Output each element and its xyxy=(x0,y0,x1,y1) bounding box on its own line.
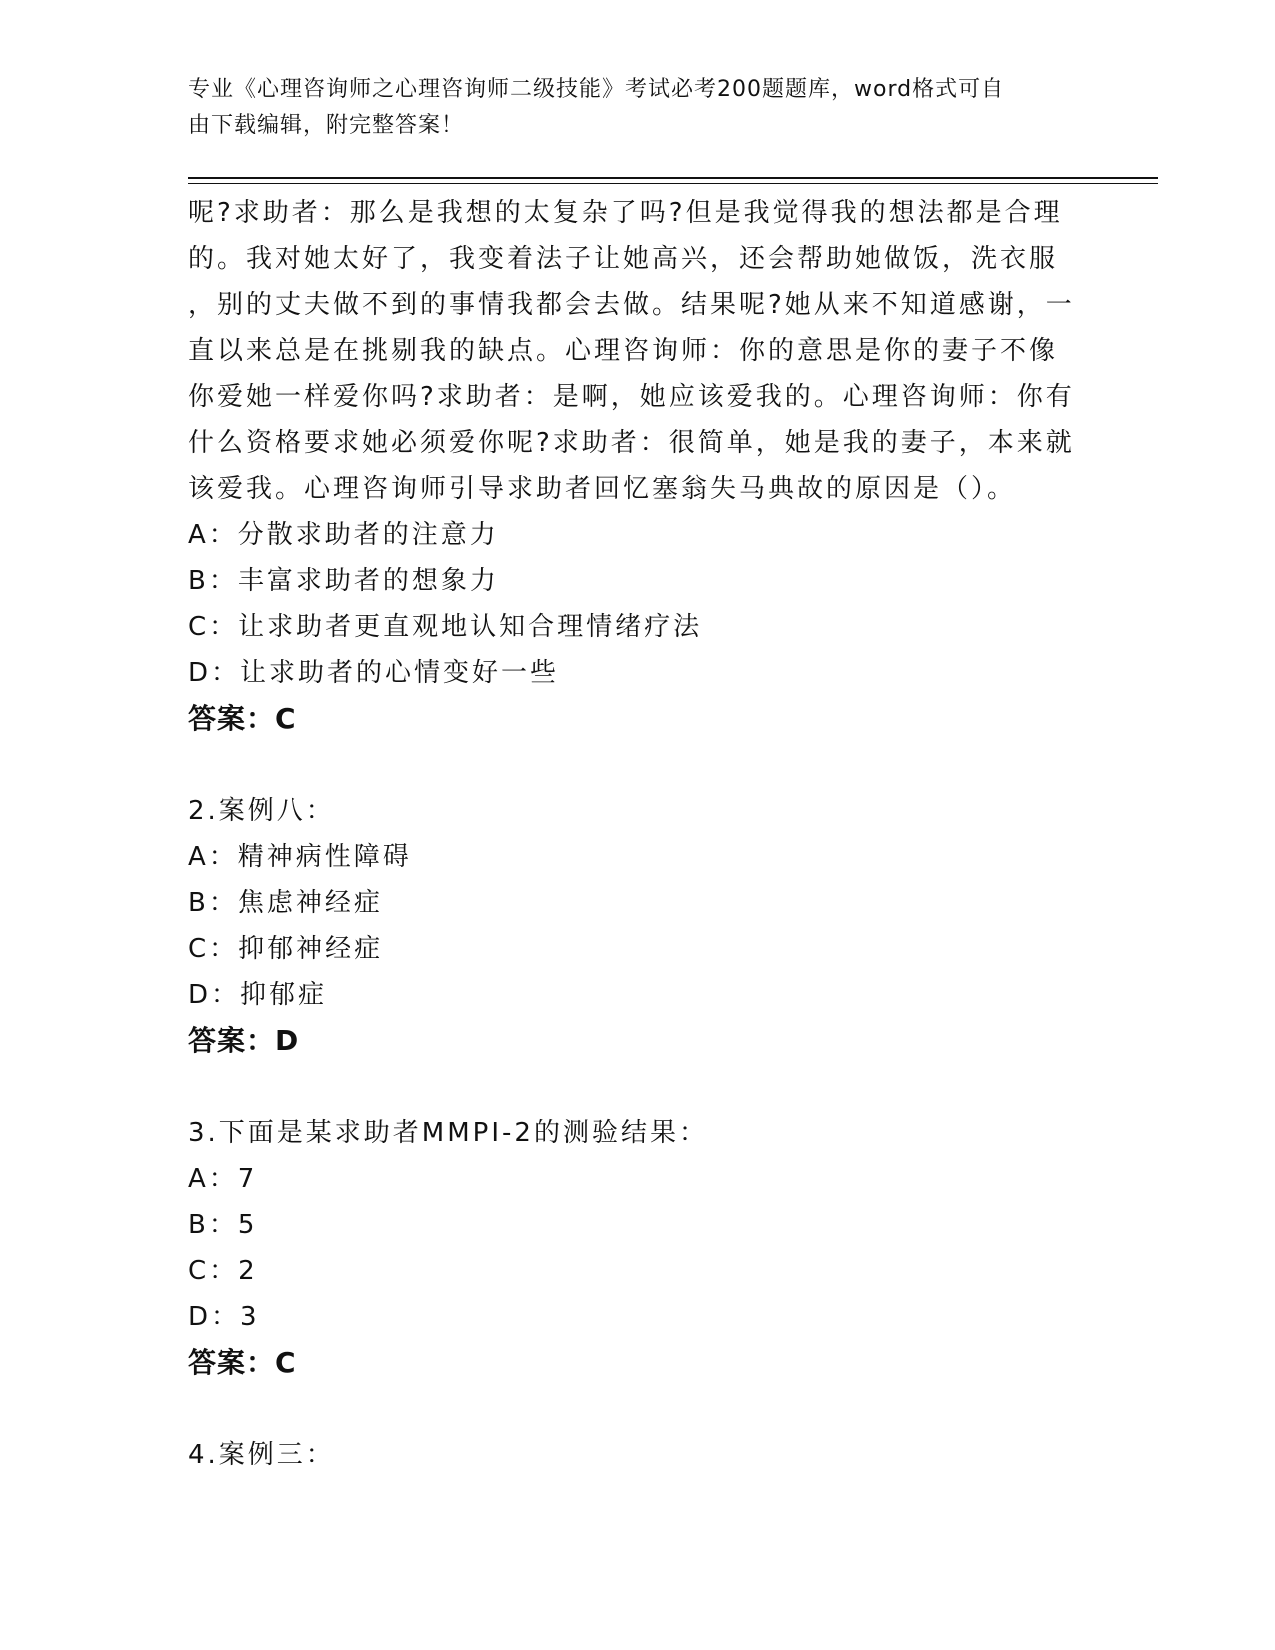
option-c: C：2 xyxy=(188,1256,258,1286)
question-title: 3.下面是某求助者MMPI-2的测验结果： xyxy=(188,1118,708,1148)
spacer xyxy=(188,1386,1088,1432)
question-2 xyxy=(188,788,1088,1064)
question-title: 2.案例八： xyxy=(188,796,335,826)
option-a: A：分散求助者的注意力 xyxy=(188,520,499,550)
header-line-1: 专业《心理咨询师之心理咨询师二级技能》考试必考200题题库，word格式可自 xyxy=(188,77,1005,102)
question-4 xyxy=(188,1432,1088,1478)
question-3 xyxy=(188,1110,1088,1386)
option-a: A：精神病性障碍 xyxy=(188,842,412,872)
question-text-line: 该爱我。心理咨询师引导求助者回忆塞翁失马典故的原因是（）。 xyxy=(188,474,1017,504)
option-a: A：7 xyxy=(188,1164,258,1194)
option-d: D：让求助者的心情变好一些 xyxy=(188,658,560,688)
question-text-line: 什么资格要求她必须爱你呢?求助者：很简单，她是我的妻子，本来就 xyxy=(188,428,1075,458)
question-1 xyxy=(188,190,1088,742)
header-divider-thin xyxy=(188,183,1158,184)
option-d: D：3 xyxy=(188,1302,260,1332)
spacer xyxy=(188,1064,1088,1110)
header-line-2: 由下载编辑，附完整答案！ xyxy=(188,113,465,138)
question-text-line: 直以来总是在挑剔我的缺点。心理咨询师：你的意思是你的妻子不像 xyxy=(188,336,1059,366)
document-body xyxy=(188,190,1088,1478)
document-header xyxy=(188,72,1088,144)
header-divider-thick xyxy=(188,177,1158,179)
answer-line: 答案：C xyxy=(188,702,297,735)
option-d: D：抑郁症 xyxy=(188,980,328,1010)
answer-line: 答案：D xyxy=(188,1024,300,1057)
option-c: C：抑郁神经症 xyxy=(188,934,384,964)
spacer xyxy=(188,742,1088,788)
question-text-line: 你爱她一样爱你吗?求助者：是啊，她应该爱我的。心理咨询师：你有 xyxy=(188,382,1075,412)
option-c: C：让求助者更直观地认知合理情绪疗法 xyxy=(188,612,703,642)
option-b: B：丰富求助者的想象力 xyxy=(188,566,499,596)
question-text-line: 的。我对她太好了，我变着法子让她高兴，还会帮助她做饭，洗衣服 xyxy=(188,244,1059,274)
option-b: B：焦虑神经症 xyxy=(188,888,383,918)
answer-line: 答案：C xyxy=(188,1346,297,1379)
question-text-line: 呢?求助者：那么是我想的太复杂了吗?但是我觉得我的想法都是合理 xyxy=(188,198,1063,228)
question-text-line: ，别的丈夫做不到的事情我都会去做。结果呢?她从来不知道感谢，一 xyxy=(188,290,1075,320)
question-title: 4.案例三： xyxy=(188,1440,335,1470)
option-b: B：5 xyxy=(188,1210,258,1240)
